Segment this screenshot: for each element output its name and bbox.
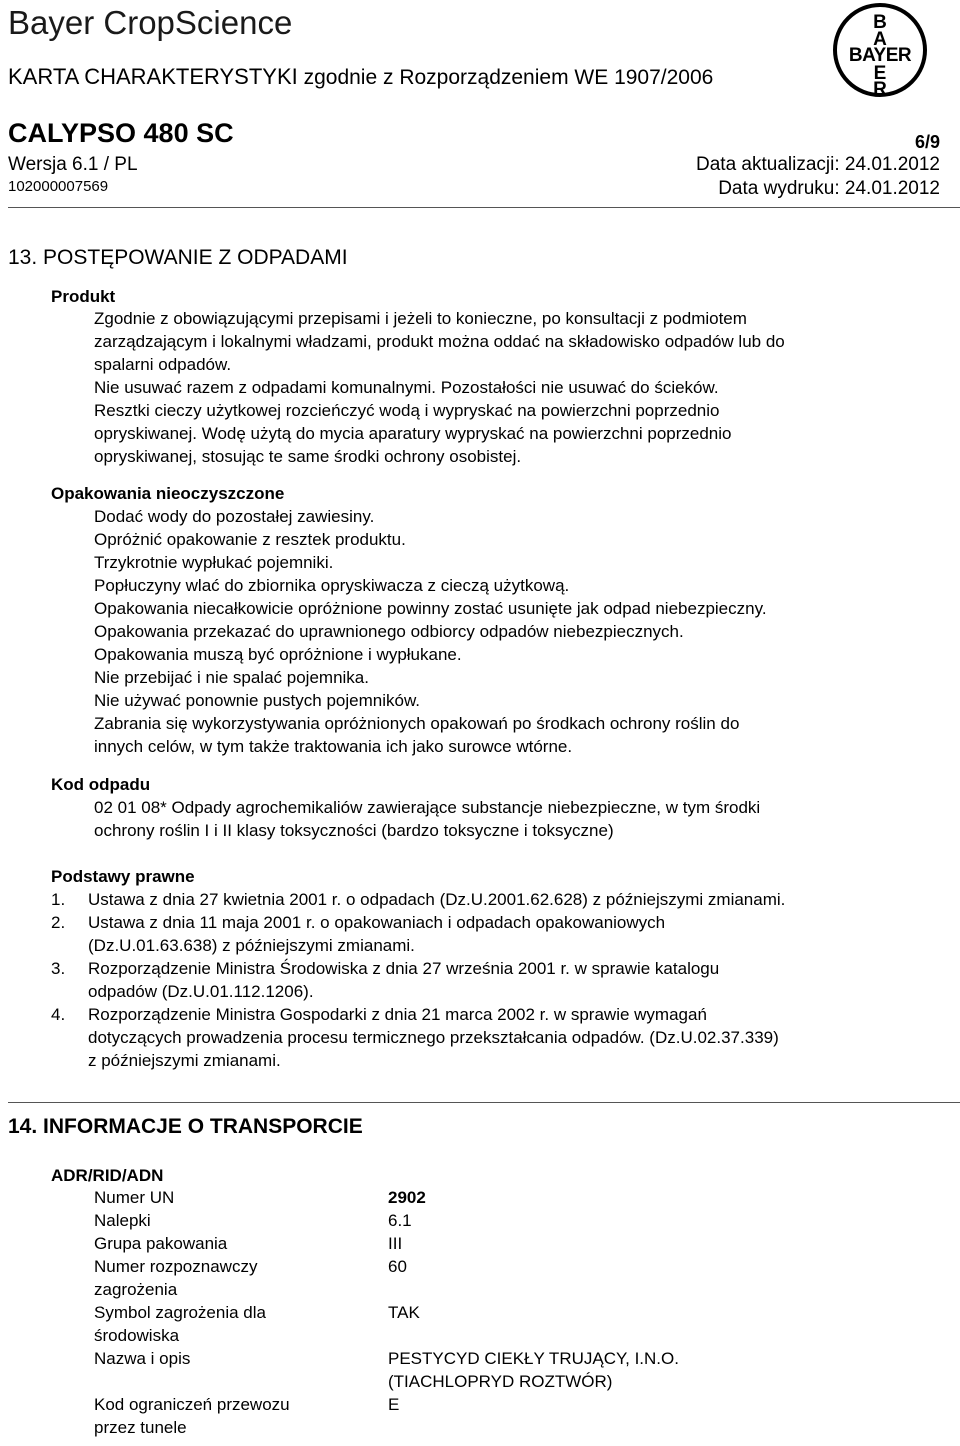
podstawy-prawne-label: Podstawy prawne	[51, 867, 195, 886]
list-item: Nie używać ponownie pustych pojemników.	[94, 691, 421, 710]
legal-item-line: (Dz.U.01.63.638) z późniejszymi zmianami.	[88, 936, 415, 955]
list-item: Nie przebijać i nie spalać pojemnika.	[94, 668, 369, 687]
section-14-title: 14. INFORMACJE O TRANSPORCIE	[8, 1115, 363, 1138]
paragraph-line: Nie usuwać razem z odpadami komunalnymi. Pozostałości nie usuwać do ścieków.	[94, 378, 719, 397]
paragraph-line: spalarni odpadów.	[94, 355, 232, 374]
product-name: CALYPSO 480 SC	[8, 118, 234, 148]
svg-text:E: E	[873, 63, 887, 84]
legal-item-line: Ustawa z dnia 11 maja 2001 r. o opakowaniach i odpadach opakowaniowych	[88, 913, 666, 932]
list-item: Opakowania niecałkowicie opróżnione powinny zostać usunięte jak odpad niebezpieczny.	[94, 599, 767, 618]
list-item: Opakowania przekazać do uprawnionego odbiorcy odpadów niebezpiecznych.	[94, 622, 684, 641]
svg-text:A: A	[873, 29, 887, 50]
transport-row-value: PESTYCYD CIEKŁY TRUJĄCY, I.N.O.	[388, 1349, 679, 1368]
svg-text:R: R	[873, 79, 887, 98]
legal-item-line: Rozporządzenie Ministra Środowiska z dnia 27 września 2001 r. w sprawie katalogu	[88, 959, 720, 978]
transport-row-label: Nazwa i opis	[94, 1349, 191, 1368]
transport-row-label: Numer rozpoznawczy	[94, 1257, 258, 1276]
legal-item-line: z późniejszymi zmianami.	[88, 1051, 281, 1070]
section-13-title: 13. POSTĘPOWANIE Z ODPADAMI	[8, 246, 348, 269]
kod-odpadu-line: 02 01 08* Odpady agrochemikaliów zawierające substancje niebezpieczne, w tym środki	[94, 798, 761, 817]
transport-row-value: (TIACHLOPRYD ROZTWÓR)	[388, 1372, 613, 1391]
bayer-logo	[832, 2, 928, 98]
svg-text:B: B	[873, 12, 887, 33]
transport-row-value: 60	[388, 1257, 407, 1276]
document-type	[8, 64, 713, 90]
transport-row-label: Numer UN	[94, 1188, 175, 1207]
transport-row-label: zagrożenia	[94, 1280, 178, 1299]
print-date: Data wydruku: 24.01.2012	[718, 178, 940, 199]
opakowania-label: Opakowania nieoczyszczone	[51, 484, 285, 503]
transport-row-label: Symbol zagrożenia dla	[94, 1303, 266, 1322]
paragraph-line: zarządzającym i lokalnymi władzami, produkt można oddać na składowisko odpadów lub do	[94, 332, 785, 351]
legal-item-number: 3.	[51, 959, 66, 978]
company-name: Bayer CropScience	[8, 4, 293, 41]
list-item: Dodać wody do pozostałej zawiesiny.	[94, 507, 375, 526]
transport-row-value: III	[388, 1234, 403, 1253]
adr-label: ADR/RID/ADN	[51, 1166, 164, 1185]
transport-row-label: przez tunele	[94, 1418, 187, 1437]
section-divider	[8, 1102, 960, 1103]
kod-odpadu-label: Kod odpadu	[51, 775, 151, 794]
transport-row-value: 6.1	[388, 1211, 412, 1230]
legal-item-line: dotyczących prowadzenia procesu termicznego przekształcania odpadów. (Dz.U.02.37.339)	[88, 1028, 779, 1047]
legal-item-line: odpadów (Dz.U.01.112.1206).	[88, 982, 314, 1001]
list-item: innych celów, w tym także traktowania ich jako surowce wtórne.	[94, 737, 573, 756]
update-date: Data aktualizacji: 24.01.2012	[696, 154, 940, 175]
version-label: Wersja 6.1 / PL	[8, 154, 138, 175]
document-type-title: KARTA CHARAKTERYSTYKI	[8, 64, 298, 89]
transport-row-label: Grupa pakowania	[94, 1234, 228, 1253]
list-item: Opakowania muszą być opróżnione i wypłukane.	[94, 645, 462, 664]
header-divider	[8, 207, 960, 208]
paragraph-line: opryskiwanej, stosując te same środki ochrony osobistej.	[94, 447, 522, 466]
transport-row-value: TAK	[388, 1303, 420, 1322]
list-item: Popłuczyny wlać do zbiornika opryskiwacza z cieczą użytkową.	[94, 576, 570, 595]
legal-item-number: 4.	[51, 1005, 66, 1024]
transport-row-label: Nalepki	[94, 1211, 151, 1230]
paragraph-line: Zgodnie z obowiązującymi przepisami i jeżeli to konieczne, po konsultacji z podmiotem	[94, 309, 747, 328]
list-item: Zabrania się wykorzystywania opróżnionych opakowań po środkach ochrony roślin do	[94, 714, 740, 733]
transport-row-label: środowiska	[94, 1326, 180, 1345]
kod-odpadu-line: ochrony roślin I i II klasy toksyczności (bardzo toksyczne i toksyczne)	[94, 821, 614, 840]
produkt-label: Produkt	[51, 287, 116, 306]
transport-row-value: 2902	[388, 1188, 426, 1207]
legal-item-number: 2.	[51, 913, 66, 932]
paragraph-line: opryskiwanej. Wodę użytą do mycia aparatury wypryskać na powierzchni poprzednio	[94, 424, 732, 443]
page-number: 6/9	[914, 132, 940, 152]
transport-row-value: E	[388, 1395, 400, 1414]
paragraph-line: Resztki cieczy użytkowej rozcieńczyć wodą i wypryskać na powierzchni poprzednio	[94, 401, 720, 420]
list-item: Trzykrotnie wypłukać pojemniki.	[94, 553, 334, 572]
document-code: 102000007569	[8, 178, 109, 195]
transport-row-label: Kod ograniczeń przewozu	[94, 1395, 290, 1414]
legal-item-line: Rozporządzenie Ministra Gospodarki z dnia 21 marca 2002 r. w sprawie wymagań	[88, 1005, 707, 1024]
svg-text:BAYER: BAYER	[848, 45, 912, 66]
legal-item-line: Ustawa z dnia 27 kwietnia 2001 r. o odpadach (Dz.U.2001.62.628) z późniejszymi zmianami.	[88, 890, 786, 909]
legal-item-number: 1.	[51, 890, 66, 909]
list-item: Opróżnić opakowanie z resztek produktu.	[94, 530, 406, 549]
document-regulation: zgodnie z Rozporządzeniem WE 1907/2006	[297, 66, 714, 89]
